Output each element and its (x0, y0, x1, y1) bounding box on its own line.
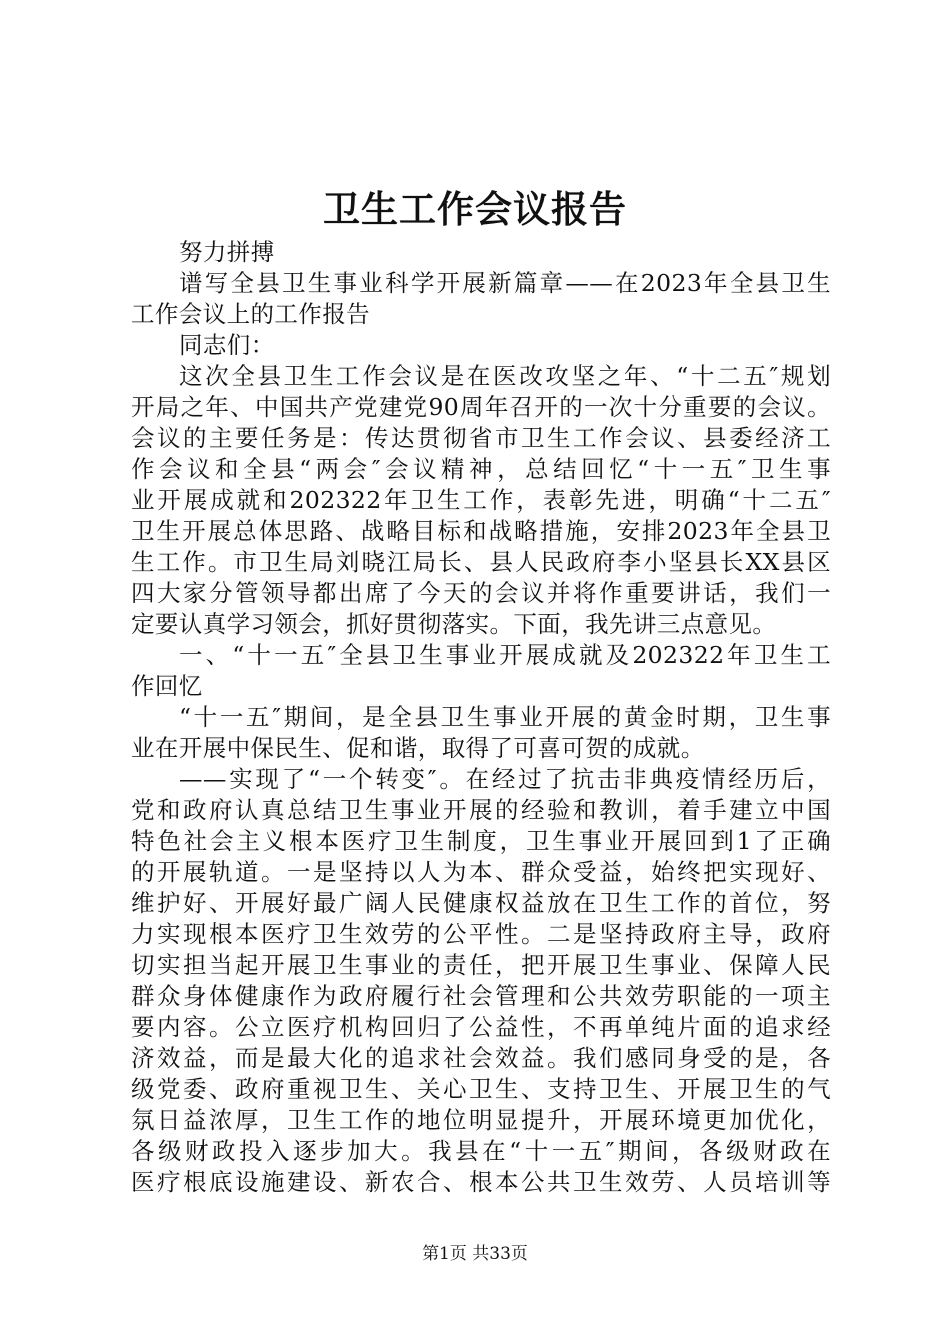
text-line: 同志们： (179, 331, 275, 359)
text-line: 各级财政投入逐步加大。我县在“十一五″期间，各级财政在 (131, 1137, 831, 1165)
text-line: 工作会议上的工作报告 (131, 300, 370, 328)
text-line: 卫生开展总体思路、战略目标和战略措施，安排2023年全县卫 (131, 517, 831, 545)
text-line: 作回忆 (131, 672, 203, 700)
text-line: 级党委、政府重视卫生、关心卫生、支持卫生、开展卫生的气 (131, 1075, 831, 1103)
text-line: 氛日益浓厚，卫生工作的地位明显提升，开展环境更加优化， (131, 1106, 831, 1134)
text-line: ——实现了“一个转变″。在经过了抗击非典疫情经历后， (179, 765, 831, 793)
text-line: 谱写全县卫生事业科学开展新篇章——在2023年全县卫生 (179, 269, 831, 297)
text-line: 切实担当起开展卫生事业的责任，把开展卫生事业、保障人民 (131, 951, 831, 979)
text-line: 生工作。市卫生局刘晓江局长、县人民政府李小坚县长XX县区 (131, 548, 831, 576)
text-line: 业在开展中保民生、促和谐，取得了可喜可贺的成就。 (131, 734, 705, 762)
text-line: 定要认真学习领会，抓好贯彻落实。下面，我先讲三点意见。 (131, 610, 777, 638)
text-line: 济效益，而是最大化的追求社会效益。我们感同身受的是，各 (131, 1044, 831, 1072)
text-line: 作会议和全县“两会″会议精神，总结回忆“十一五″卫生事 (131, 455, 831, 483)
text-line: 业开展成就和202322年卫生工作，表彰先进，明确“十二五″ (131, 486, 831, 514)
document-title: 卫生工作会议报告 (323, 187, 627, 231)
text-line: 会议的主要任务是：传达贯彻省市卫生工作会议、县委经济工 (131, 424, 831, 452)
text-line: 努力拼搏 (179, 238, 275, 266)
text-line: 党和政府认真总结卫生事业开展的经验和教训，着手建立中国 (131, 796, 831, 824)
text-line: 医疗根底设施建设、新农合、根本公共卫生效劳、人员培训等 (131, 1168, 831, 1196)
text-line: 力实现根本医疗卫生效劳的公平性。二是坚持政府主导，政府 (131, 920, 831, 948)
text-line: “十一五″期间，是全县卫生事业开展的黄金时期，卫生事 (179, 703, 831, 731)
text-line: 四大家分管领导都出席了今天的会议并将作重要讲话，我们一 (131, 579, 831, 607)
text-line: 这次全县卫生工作会议是在医改攻坚之年、“十二五″规划 (179, 362, 831, 390)
text-line: 的开展轨道。一是坚持以人为本、群众受益，始终把实现好、 (131, 858, 831, 886)
text-line: 特色社会主义根本医疗卫生制度，卫生事业开展回到1了正确 (131, 827, 831, 855)
text-line: 要内容。公立医疗机构回归了公益性，不再单纯片面的追求经 (131, 1013, 831, 1041)
text-line: 一、“十一五″全县卫生事业开展成就及202322年卫生工 (179, 641, 831, 669)
page-number-footer: 第1页 共33页 (422, 1244, 528, 1264)
document-body (131, 237, 831, 1198)
text-line: 开局之年、中国共产党建党90周年召开的一次十分重要的会议。 (131, 393, 831, 421)
text-line: 群众身体健康作为政府履行社会管理和公共效劳职能的一项主 (131, 982, 831, 1010)
text-line: 维护好、开展好最广阔人民健康权益放在卫生工作的首位，努 (131, 889, 831, 917)
